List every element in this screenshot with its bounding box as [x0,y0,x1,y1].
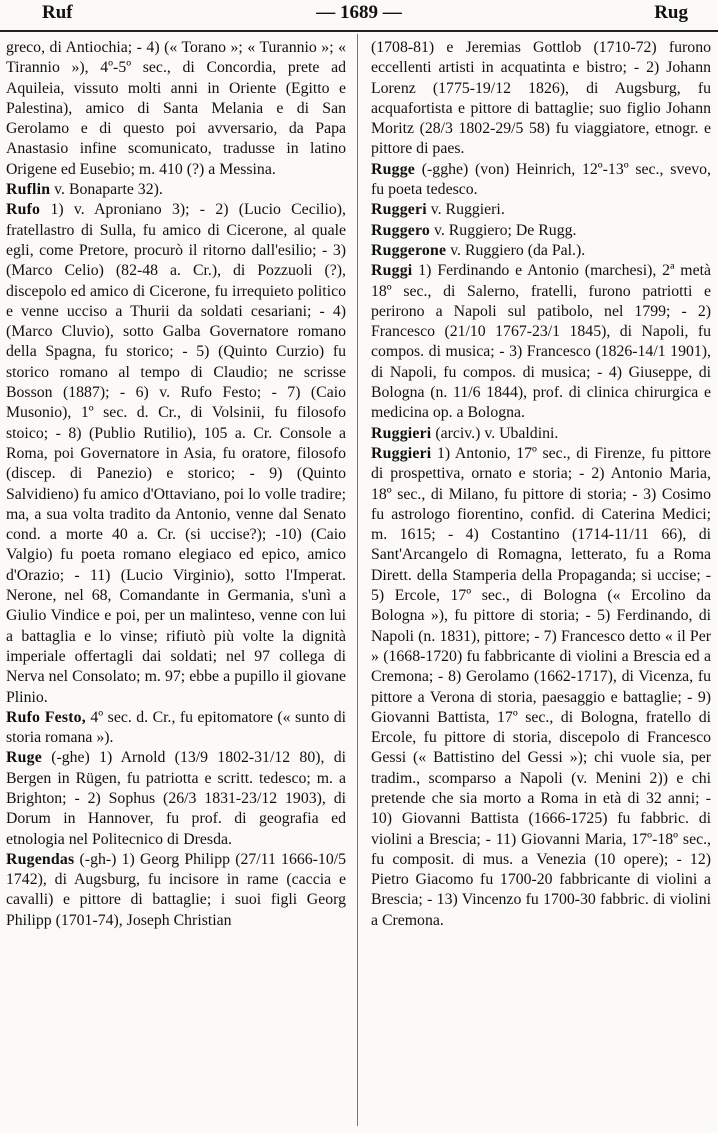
page-header [0,0,718,32]
entry-text: v. Ruggiero (da Pal.). [450,241,586,259]
entry-ruggerone [371,241,711,261]
entry-headword: Ruggieri [371,424,432,442]
entry-text: 1) v. Aproniano 3); - 2) (Lucio Cecilio), fratellastro di Sulla, fu amico di Cicerone, al quale egli, come Pretore, procurò il ritorno dall'esilio; - 3) (Marco Celio) (82-48 a. Cr.), di Pozzuoli (?), discepolo ed amico di Cicerone, fu irrequieto politico e venne ucciso a Thurii da soldati cesariani; - 4) (Marco Cluvio), sotto Galba Governatore romano della Spagna, fu storico; - 5) (Quinto Curzio) fu storico romano al tempo di Claudio; ne scrisse Bosson (1887); - 6) v. Rufo Festo; - 7) (Caio Musonio), 1º sec. d. Cr., di Volsinii, fu filosofo stoico; - 8) (Publio Rutilio), 105 a. Cr. Console a Roma, poi Governatore in Asia, fu oratore, filosofo (discep. di Panezio) e storico; - 9) (Quinto Salvidieno) fu amico d'Ottaviano, poi lo volle tradire; ma, a sua volta tradito da Antonio, venne dal Senato cond. a morte 40 a. Cr. (si uccise?); -10) (Caio Valgio) fu poeta romano elegiaco ed epico, amico d'Orazio; - 11) (Lucio Virginio), sotto l'Imperat. Nerone, nel 68, Comandante in Germania, s'unì a Giulio Vindice e poi, per un malinteso, venne con lui a battaglia e lo vinse; rifiutò più volte la dignità imperiale offertagli dai soldati; nel 97 collega di Nerva nel Consolato; m. 97; ebbe a pupillo il giovane Plinio. [6,201,346,706]
entry-headword: Ruggerone [371,241,447,259]
entry-headword: Rufo [6,201,41,219]
entry-ruge [6,748,346,849]
entry-text: v. Ruggiero; De Rugg. [433,221,577,239]
column-divider [357,34,358,1126]
entry-ruflin [6,180,346,200]
entry-headword: Ruggero [371,221,431,239]
entry-text: greco, di Antiochia; - 4) (« Torano »; « Turannio »; « Tirannio »), 4º-5º sec., di Concordia, prete ad Aquileia, vissuto molti anni in Oriente (Egitto e Palestina), amico di Santa Melania e di San Gerolamo e di questo poi avversario, da Papa Anastasio infine scomunicato, tradusse in latino Origene ed Eusebio; m. 410 (?) a Messina. [6,39,346,178]
entry-headword: Rufo Festo, [6,708,86,726]
entry-headword: Ruggieri [371,444,432,462]
header-right-guideword: Rug [654,2,688,23]
left-column [6,38,346,931]
entry-headword: Rugge [371,160,416,178]
entry-ruggero [371,221,711,241]
header-left-guideword: Ruf [42,2,73,23]
entry-headword: Ruggi [371,262,413,280]
entry-rugendas-continued [371,38,711,160]
entry-rugendas [6,850,346,931]
entry-rufino-continued [6,38,346,180]
entry-headword: Rugendas [6,850,75,868]
entry-text: (-gghe) (von) Heinrich, 12º-13º sec., svevo, fu poeta tedesco. [371,160,711,199]
entry-rugge [371,160,711,201]
entry-text: 1) Ferdinando e Antonio (marchesi), 2ª metà 18º sec., di Salerno, fratelli, furono patriotti e perirono a Napoli sul patibolo, nel 1799; - 2) Francesco (21/10 1767-23/1 1845), di Napoli, fu compos. di musica; - 3) Francesco (1826-14/1 1901), di Napoli, fu compos. di musica; - 4) Giuseppe, di Bologna (n. 11/6 1844), prof. di clinica chirurgica e medicina op. a Bologna. [371,262,712,422]
right-column [371,38,711,931]
entry-headword: Ruflin [6,181,51,199]
entry-headword: Ruggeri [371,201,427,219]
entry-ruggeri [371,200,711,220]
header-page-number: — 1689 — [316,2,402,23]
entry-ruggi [371,261,711,423]
entry-text: (-gh-) 1) Georg Philipp (27/11 1666-10/5 1742), di Augsburg, fu incisore in rame (caccia e cavalli) e pittore di battaglie; i suoi figli Georg Philipp (1701-74), Joseph Christian [6,850,347,929]
entry-text: (arciv.) v. Ubaldini. [435,424,559,442]
entry-ruggieri-arciv [371,424,711,444]
entry-text: v. Bonaparte 32). [54,181,163,199]
entry-rufo-festo [6,708,346,749]
entry-rufo [6,200,346,707]
entry-ruggieri [371,444,711,931]
entry-text: (1708-81) e Jeremias Gottlob (1710-72) furono eccellenti artisti in acquatinta e bistro; - 2) Johann Lorenz (1775-19/12 1826), di Augsburg, fu acquafortista e pittore di battaglie; suo figlio Johann Moritz (28/3 1802-29/5 58) fu viaggiatore, etnogr. e pittore di paes. [371,39,711,158]
entry-text: v. Ruggieri. [430,201,505,219]
entry-text: (-ghe) 1) Arnold (13/9 1802-31/12 80), di Bergen in Rügen, fu patriotta e scritt. tedesco; m. a Brighton; - 2) Sophus (26/3 1831-23/12 1903), di Dorum in Hannover, fu prof. di geografia ed etnologia nel Politecnico di Dresda. [6,749,346,848]
entry-headword: Ruge [6,749,42,767]
entry-text: 1) Antonio, 17º sec., di Firenze, fu pittore di prospettiva, ornato e storia; - 2) Antonio Maria, 18º sec., di Milano, fu pittore di storia; - 3) Cosimo fu astrologo fiorentino, confid. di Caterina Medici; m. 1615; - 4) Costantino (1714-11/11 66), di Sant'Arcangelo di Romagna, letterato, fu a Roma Dirett. della Stamperia della Propaganda; si uccise; - 5) Ercole, 17º sec., di Bologna (« Ercolino da Bologna »), fu pittore di storia; - 5) Ferdinando, di Napoli (n. 1831), pittore; - 7) Francesco detto « il Per » (1668-1720) fu fabbricante di violini a Brescia ed a Cremona; - 8) Gerolamo (1662-1717), di Vicenza, fu pittore a Verona di storia, paesaggio e battaglie; - 9) Giovanni Battista, 17º sec., di Bologna, fratello di Ercole, fu pittore di storia, discepolo di Francesco Gessi (« Battistino del Gessi »); chi vuole sia, per tradim., scomparso a Napoli (v. Menini 2)) e chi pretende che sia morto a Roma in età di 32 anni; - 10) Giovanni Battista (1666-1725) fu fabbric. di violini a Brescia; - 11) Giovanni Maria, 17º-18º sec., fu composit. di mus. a Venezia (10 opere); - 12) Pietro Giacomo fu 1700-20 fabbricante di violini a Brescia; - 13) Vincenzo fu 1700-30 fabbric. di violini a Cremona. [371,444,711,929]
entry-text: 4º sec. d. Cr., fu epitomatore (« sunto di storia romana »). [6,708,346,747]
